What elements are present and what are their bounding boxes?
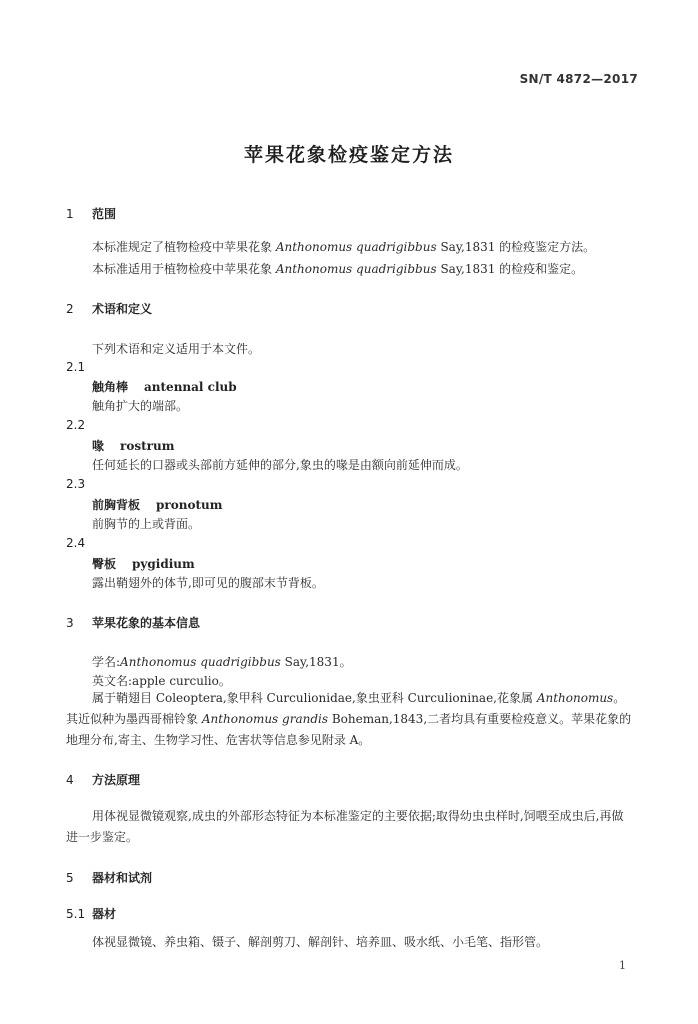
- section-1-para-1: [92, 239, 595, 256]
- section-2-intro: 下列术语和定义适用于本文件。: [92, 342, 261, 356]
- english-name-line: 英文名:apple curculio。: [92, 674, 231, 688]
- author: Say,1831。: [280, 655, 352, 669]
- section-title: 方法原理: [92, 773, 141, 787]
- section-number: 1: [66, 207, 74, 221]
- section-3-heading: [66, 614, 200, 631]
- term-zh: 臀板: [92, 557, 117, 571]
- document-title: 苹果花象检疫鉴定方法: [243, 144, 454, 166]
- section-number: 3: [66, 616, 74, 630]
- genus-name: Anthonomus: [536, 691, 614, 705]
- term-2-3-number: 2.3: [66, 477, 86, 491]
- term-2-4-definition: 露出鞘翅外的体节,即可见的腹部末节背板。: [92, 576, 324, 590]
- section-5-heading: [66, 869, 152, 886]
- term-2-2-definition: 任何延长的口器或头部前方延伸的部分,象虫的喙是由额向前延伸而成。: [92, 458, 468, 472]
- section-5-1-heading: [66, 905, 116, 922]
- term-2-4: [92, 555, 195, 572]
- section-title: 苹果花象的基本信息: [92, 616, 201, 630]
- section-title: 范围: [92, 207, 117, 221]
- text: 本标准适用于植物检疫中苹果花象: [92, 262, 276, 276]
- term-en: rostrum: [120, 439, 175, 453]
- text: 。其近似种为墨西哥棉铃象: [66, 691, 626, 726]
- term-en: pygidium: [132, 557, 195, 571]
- section-4-heading: [66, 771, 140, 788]
- term-en: antennal club: [144, 380, 237, 394]
- species-name: Anthonomus grandis: [201, 712, 329, 726]
- term-2-1-number: 2.1: [66, 360, 86, 374]
- standard-number: SN/T 4872—2017: [519, 72, 638, 86]
- term-zh: 触角棒: [92, 380, 129, 394]
- section-title: 术语和定义: [92, 302, 153, 316]
- section-number: 4: [66, 773, 74, 787]
- subsection-title: 器材: [92, 907, 117, 921]
- term-2-4-number: 2.4: [66, 536, 86, 550]
- term-en: pronotum: [156, 498, 223, 512]
- section-number: 5: [66, 871, 74, 885]
- subsection-number: 5.1: [66, 907, 86, 921]
- term-zh: 喙: [92, 439, 105, 453]
- section-1-heading: [66, 205, 116, 222]
- term-2-2: [92, 437, 174, 454]
- scientific-name: Anthonomus quadrigibbus: [275, 240, 437, 254]
- text: Say,1831 的检疫和鉴定。: [436, 262, 584, 276]
- section-3-paragraph: [66, 688, 632, 751]
- term-2-3-definition: 前胸节的上或背面。: [92, 517, 201, 531]
- term-zh: 前胸背板: [92, 498, 141, 512]
- section-number: 2: [66, 302, 74, 316]
- section-5-1-text: 体视显微镜、养虫箱、镊子、解剖剪刀、解剖针、培养皿、吸水纸、小毛笔、指形管。: [92, 935, 549, 949]
- text: Say,1831 的检疫鉴定方法。: [436, 240, 596, 254]
- scientific-name: Anthonomus quadrigibbus: [120, 655, 281, 669]
- text: 本标准规定了植物检疫中苹果花象: [92, 240, 276, 254]
- term-2-3: [92, 496, 222, 513]
- section-2-heading: [66, 300, 152, 317]
- term-2-1: [92, 378, 237, 395]
- term-2-2-number: 2.2: [66, 418, 86, 432]
- scientific-name: Anthonomus quadrigibbus: [275, 262, 437, 276]
- text: Boheman,1843,二者均具有重要检疫意义。苹果花象的地理分布,寄主、生物学习性、危害状等信息参见附录 A。: [66, 712, 632, 747]
- page-number: 1: [619, 959, 626, 972]
- section-1-para-2: [92, 261, 583, 278]
- scientific-name-line: [92, 654, 352, 671]
- section-4-paragraph: 用体视显微镜观察,成虫的外部形态特征为本标准鉴定的主要依据;取得幼虫虫样时,饲喂至成虫后,再做进一步鉴定。: [66, 809, 624, 844]
- text: 属于鞘翅目 Coleoptera,象甲科 Curculionidae,象虫亚科 Curculioninae,花象属: [92, 691, 537, 705]
- label: 学名:: [92, 655, 121, 669]
- section-title: 器材和试剂: [92, 871, 153, 885]
- term-2-1-definition: 触角扩大的端部。: [92, 399, 189, 413]
